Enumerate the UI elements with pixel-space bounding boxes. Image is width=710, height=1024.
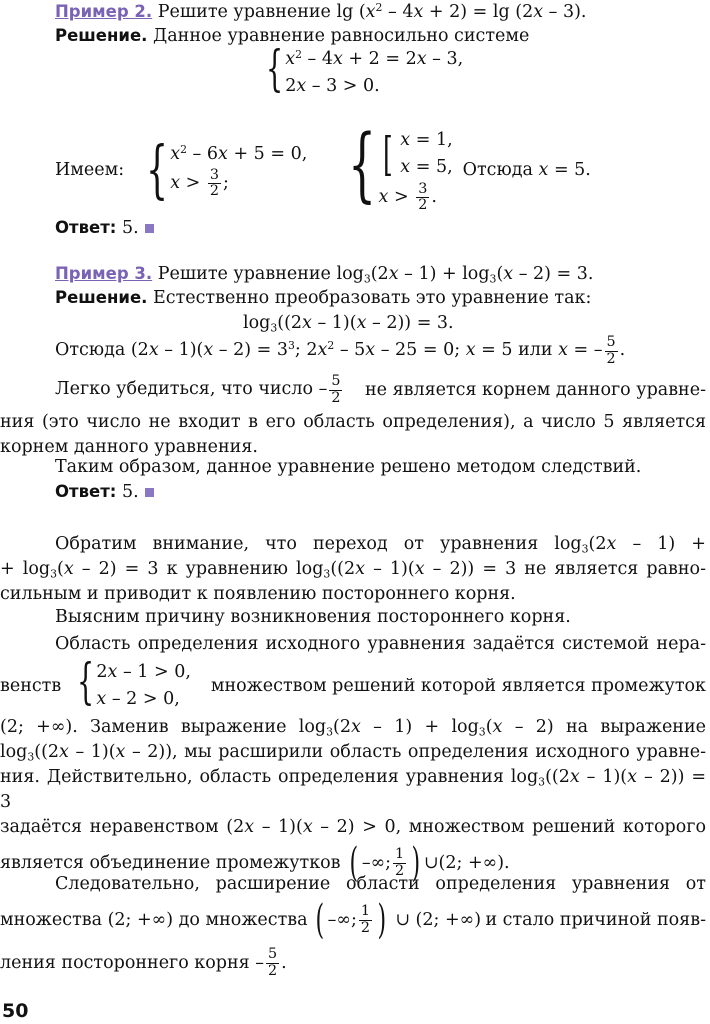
example-3-label: Пример 3. bbox=[55, 264, 153, 283]
p4-line-2: множества (2; +∞) до множества ( –∞; $\frac{1}{2}$ ) ∪ (2; +∞) и стало причиной появ- bbox=[0, 896, 706, 943]
check-paragraph bbox=[0, 370, 706, 460]
system-1-row-1: $x^2 - 4x + 2 = 2x - 3$, bbox=[285, 48, 464, 69]
check-line-1: Легко убедиться, что число – $\frac{5}{2}$ не является корнем данного уравне- bbox=[55, 373, 706, 406]
p3-inequality-line: венств { 2x – 1 > 0, x – 2 > 0, множеством решений которой является промежуток bbox=[0, 657, 706, 715]
p3-line-1: Область определения исходного уравнения задаётся системой нера- bbox=[55, 634, 706, 654]
answer-label: Ответ: bbox=[55, 218, 117, 237]
system-3: { [ x = 1, x = 5, x > $\frac{3}{2}$ . bbox=[348, 117, 453, 213]
system-2: { $x^2 - 6x + 5 = 0$, x > $\frac{3}{2}$ ; bbox=[146, 132, 308, 206]
discussion-p3 bbox=[0, 632, 706, 886]
inequality-system: { 2x – 1 > 0, x – 2 > 0, bbox=[63, 659, 191, 713]
ineq-row-2: x – 2 > 0, bbox=[96, 689, 180, 709]
have-line bbox=[55, 118, 591, 222]
p3-line-5: ния. Действительно, область определения уравнения $\log_3((2x - 1)(x - 2)) = 3$ bbox=[0, 767, 707, 812]
p1-line-2: + $\log_3(x - 2) = 3$ к уравнению $\log_3((2x - 1)(x - 2)) = 3$ не является равно- bbox=[0, 559, 707, 581]
discussion-p4 bbox=[0, 872, 706, 983]
ineq-row-1: 2x – 1 > 0, bbox=[96, 661, 191, 682]
answer-value: 5. bbox=[121, 482, 139, 502]
system-2-row-1: $x^2 - 6x + 5 = 0$, bbox=[170, 142, 308, 164]
end-of-proof-square-icon bbox=[145, 224, 154, 233]
example-3-answer bbox=[55, 482, 154, 502]
hence-line: Отсюда $(2x - 1)(x - 2) = 3^3$; $2x^2 - 5x - 25 = 0$; x = 5 или x = – $\frac{5}{2}$ . bbox=[55, 334, 626, 367]
p3-line-6: задаётся неравенством (2x – 1)(x – 2) > 0, множеством решений которого bbox=[0, 817, 706, 837]
p4-line-3: ления постороннего корня – $\frac{5}{2}$ . bbox=[0, 946, 287, 979]
check-line-2: ния (это число не входит в его область определения), а число 5 является bbox=[0, 412, 706, 432]
solution-label: Решение. bbox=[55, 26, 148, 45]
discussion-p1 bbox=[0, 532, 706, 607]
example-3-solution bbox=[55, 288, 591, 308]
solution-text: Данное уравнение равносильно системе bbox=[153, 26, 530, 46]
system-1: { $x^2 - 4x + 2 = 2x - 3$, 2x – 3 > 0. bbox=[252, 46, 463, 100]
system-2-row-2: x > $\frac{3}{2}$ ; bbox=[170, 167, 229, 200]
have-label: Имеем: bbox=[55, 160, 125, 180]
example-2-answer bbox=[55, 218, 154, 238]
example-2-solution bbox=[55, 26, 529, 46]
system-3-row-3: x > $\frac{3}{2}$ . bbox=[378, 180, 437, 213]
solution-label: Решение. bbox=[55, 288, 148, 307]
system-3-row-1: x = 1, bbox=[400, 130, 453, 151]
discussion-p2: Выясним причину возникновения постороннего корня. bbox=[55, 607, 571, 627]
p1-line-3: сильным и приводит к появлению постороннего корня. bbox=[0, 584, 516, 604]
p3-line-3: (2; +∞). Заменив выражение $\log_3(2x - 1) + \log_3(x - 2)$ на выражение bbox=[0, 717, 706, 739]
transformed-equation: $\log_3((2x - 1)(x - 2)) = 3$. bbox=[243, 313, 454, 335]
example-3-task bbox=[55, 264, 593, 284]
example-2-label: Пример 2. bbox=[55, 2, 153, 21]
example-2-task bbox=[55, 2, 587, 22]
p1-line-1: Обратим внимание, что переход от уравнения $\log_3(2x - 1)$ + bbox=[55, 534, 706, 556]
system-3-row-2: x = 5, bbox=[400, 157, 453, 178]
p3-union-line: является объединение промежутков ( –∞; $\frac{1}{2}$ ) ∪(2; +∞). bbox=[0, 839, 510, 886]
p3-line-4: $\log_3((2x - 1)(x - 2))$, мы расширили область определения исходного уравне- bbox=[0, 742, 707, 764]
system-1-row-2: 2x – 3 > 0. bbox=[285, 76, 380, 97]
example-2-task-text: Решите уравнение $\lg (x^2 - 4x + 2) = \lg (2x - 3)$. bbox=[157, 1, 587, 22]
answer-label: Ответ: bbox=[55, 482, 117, 501]
p4-line-1: Следовательно, расширение области определения уравнения от bbox=[55, 874, 706, 894]
page-number: 50 bbox=[2, 1000, 29, 1022]
solution-text: Естественно преобразовать это уравнение так: bbox=[153, 288, 592, 308]
answer-value: 5. bbox=[121, 218, 139, 238]
example-3-task-text: Решите уравнение $\log_3(2x - 1) + \log_3(x - 2) = 3$. bbox=[157, 264, 594, 286]
check-line-3: корнем данного уравнения. bbox=[0, 437, 258, 457]
conclusion: Таким образом, данное уравнение решено методом следствий. bbox=[55, 457, 642, 477]
hence-x5: Отсюда x = 5. bbox=[462, 160, 591, 180]
end-of-proof-square-icon bbox=[145, 488, 154, 497]
